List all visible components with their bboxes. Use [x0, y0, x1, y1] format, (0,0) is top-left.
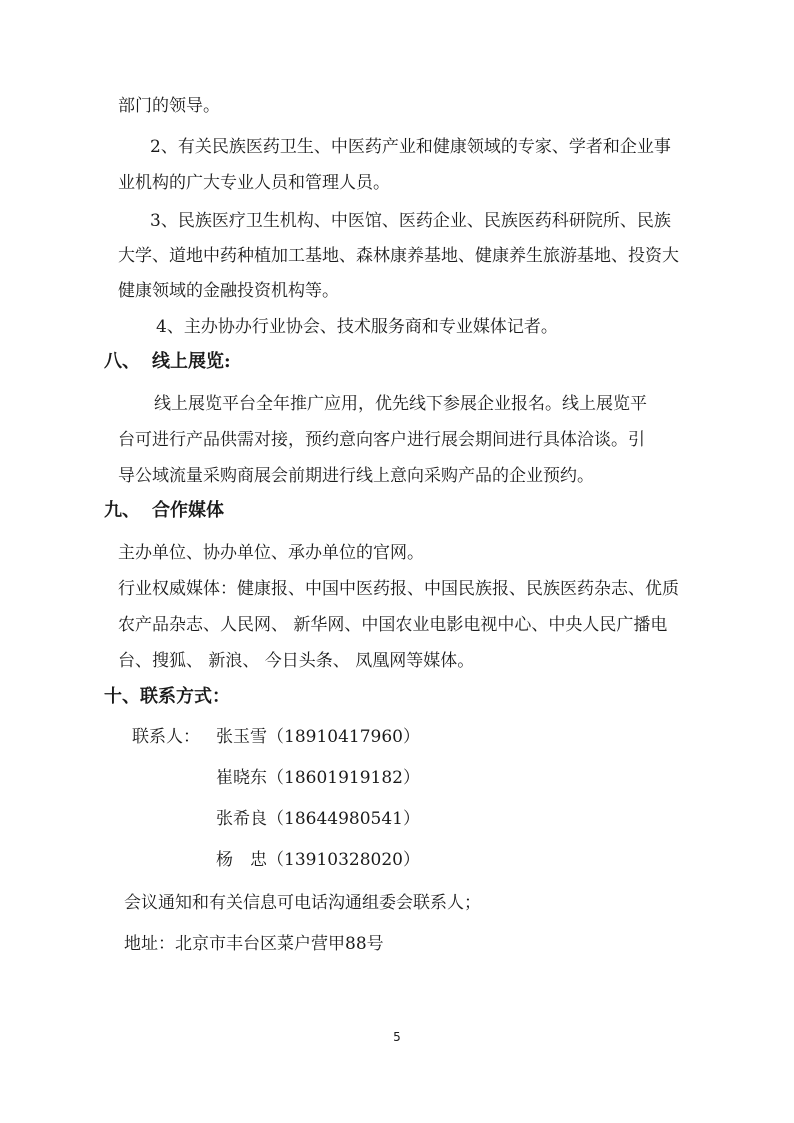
paragraph-line: 导公域流量采购商展会前期进行线上意向采购产品的企业预约。 — [118, 466, 594, 486]
paragraph-line: 业机构的广大专业人员和管理人员。 — [118, 173, 390, 193]
section-number: 九、 — [104, 500, 140, 521]
paragraph-line: 线上展览平台全年推广应用，优先线下参展企业报名。线上展览平 — [154, 394, 647, 414]
paragraph-line: 4、主办协办行业协会、技术服务商和专业媒体记者。 — [156, 317, 558, 337]
paragraph-line: 大学、道地中药种植加工基地、森林康养基地、健康养生旅游基地、投资大 — [118, 246, 679, 266]
section-title: 线上展览: — [152, 351, 231, 372]
contact-label: 联系人： — [132, 727, 200, 747]
section-number: 八、 — [104, 351, 140, 372]
paragraph-line: 健康领域的金融投资机构等。 — [118, 281, 339, 301]
paragraph-line: 2、有关民族医药卫生、中医药产业和健康领域的专家、学者和企业事 — [150, 137, 671, 157]
contact-entry: 杨 忠（13910328020） — [216, 850, 420, 870]
address-line: 地址：北京市丰台区菜户营甲88号 — [124, 934, 384, 954]
contact-entry: 张玉雪（18910417960） — [216, 727, 420, 747]
paragraph-line: 3、民族医疗卫生机构、中医馆、医药企业、民族医药科研院所、民族 — [150, 211, 671, 231]
contact-entry: 张希良（18644980541） — [216, 809, 420, 829]
paragraph-line: 台可进行产品供需对接，预约意向客户进行展会期间进行具体洽谈。引 — [118, 430, 645, 450]
paragraph-line: 主办单位、协办单位、承办单位的官网。 — [118, 543, 424, 563]
section-heading-9 — [104, 500, 224, 522]
section-heading-10: 十、联系方式： — [104, 686, 230, 707]
contact-entry: 崔晓东（18601919182） — [216, 768, 420, 788]
section-heading-8 — [104, 351, 231, 373]
contact-note: 会议通知和有关信息可电话沟通组委会联系人； — [124, 893, 481, 913]
paragraph-line: 部门的领导。 — [118, 96, 220, 116]
paragraph-line: 台、搜狐、 新浪、 今日头条、 凤凰网等媒体。 — [118, 651, 475, 671]
paragraph-line: 农产品杂志、人民网、 新华网、中国农业电影电视中心、中央人民广播电 — [118, 615, 668, 635]
section-title: 合作媒体 — [152, 500, 224, 521]
page-number: 5 — [393, 1030, 401, 1044]
paragraph-line: 行业权威媒体：健康报、中国中医药报、中国民族报、民族医药杂志、优质 — [118, 579, 679, 599]
